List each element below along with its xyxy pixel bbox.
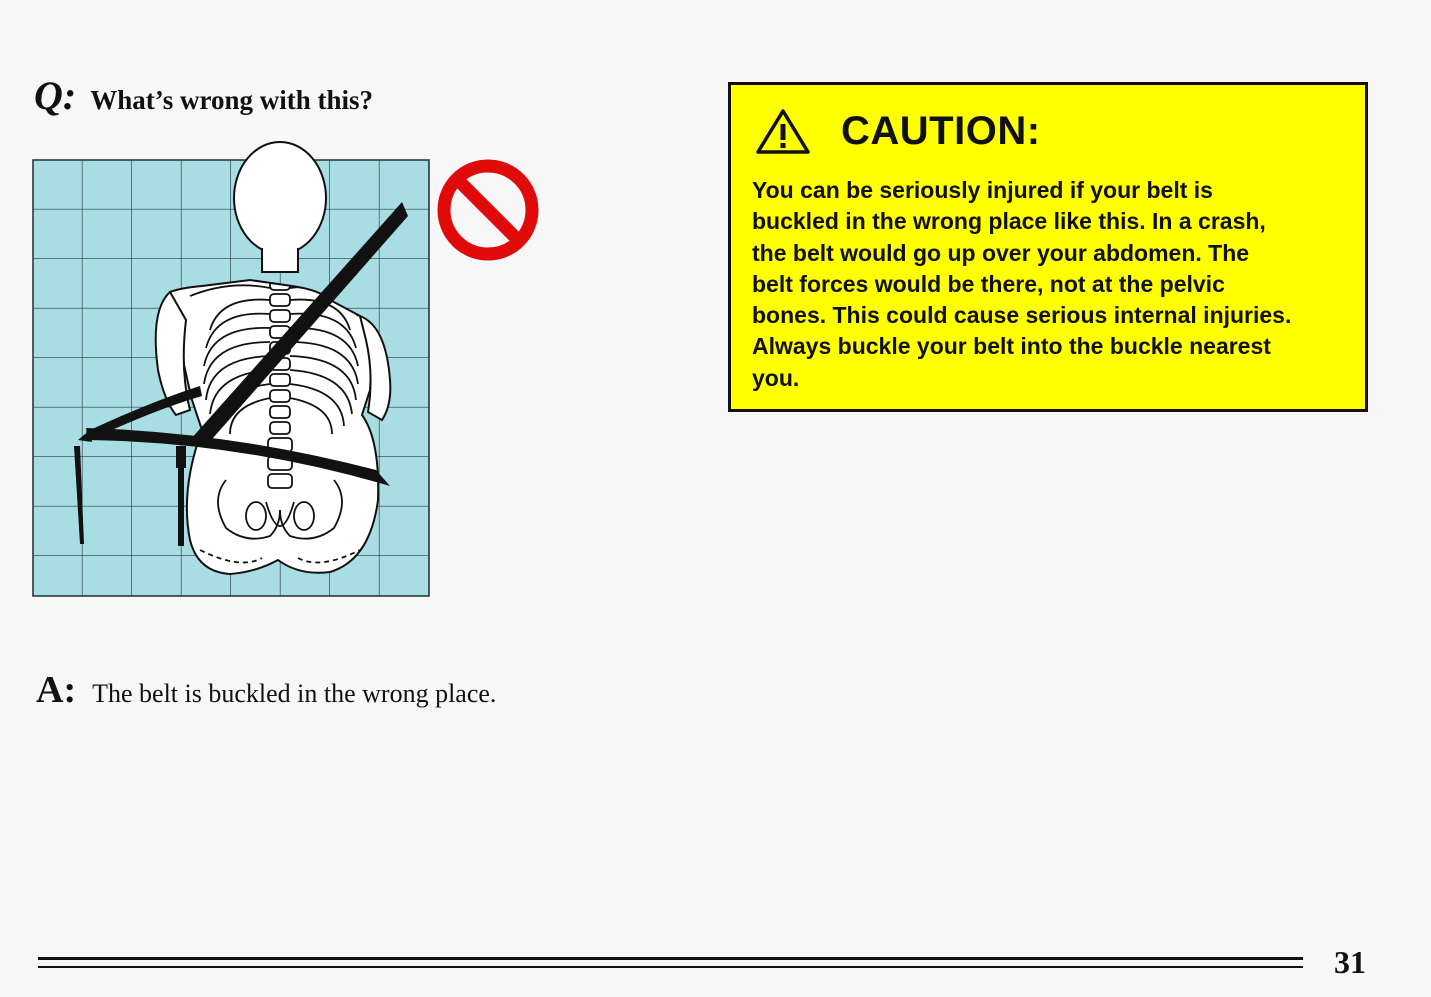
page-number: 31 — [1334, 944, 1366, 980]
caution-header — [755, 107, 1041, 155]
question-mark-label: Q: — [34, 73, 77, 118]
caution-line: You can be seriously injured if your belt is — [752, 177, 1213, 203]
caution-line: buckled in the wrong place like this. In a crash, — [752, 208, 1266, 235]
question-text: What’s wrong with this? — [90, 85, 374, 115]
footer-rule-thin — [38, 966, 1303, 968]
caution-text — [752, 175, 1352, 394]
question-line — [34, 72, 373, 119]
caution-line: you. — [752, 364, 800, 391]
footer-rule — [38, 957, 1303, 960]
caution-title: CAUTION: — [841, 108, 1041, 153]
prohibition-sign-icon — [436, 158, 540, 262]
caution-line: belt forces would be there, not at the pelvic — [752, 270, 1225, 297]
caution-line: Always buckle your belt into the buckle nearest — [752, 333, 1271, 360]
caution-line: bones. This could cause serious internal injuries. — [752, 302, 1292, 329]
warning-triangle-icon — [755, 107, 811, 155]
caution-box — [728, 82, 1368, 412]
skeleton-seatbelt-illustration — [30, 140, 450, 600]
answer-line — [36, 668, 496, 712]
answer-text: The belt is buckled in the wrong place. — [92, 679, 497, 708]
answer-mark-label: A: — [36, 669, 77, 711]
caution-line: the belt would go up over your abdomen. The — [752, 239, 1250, 266]
